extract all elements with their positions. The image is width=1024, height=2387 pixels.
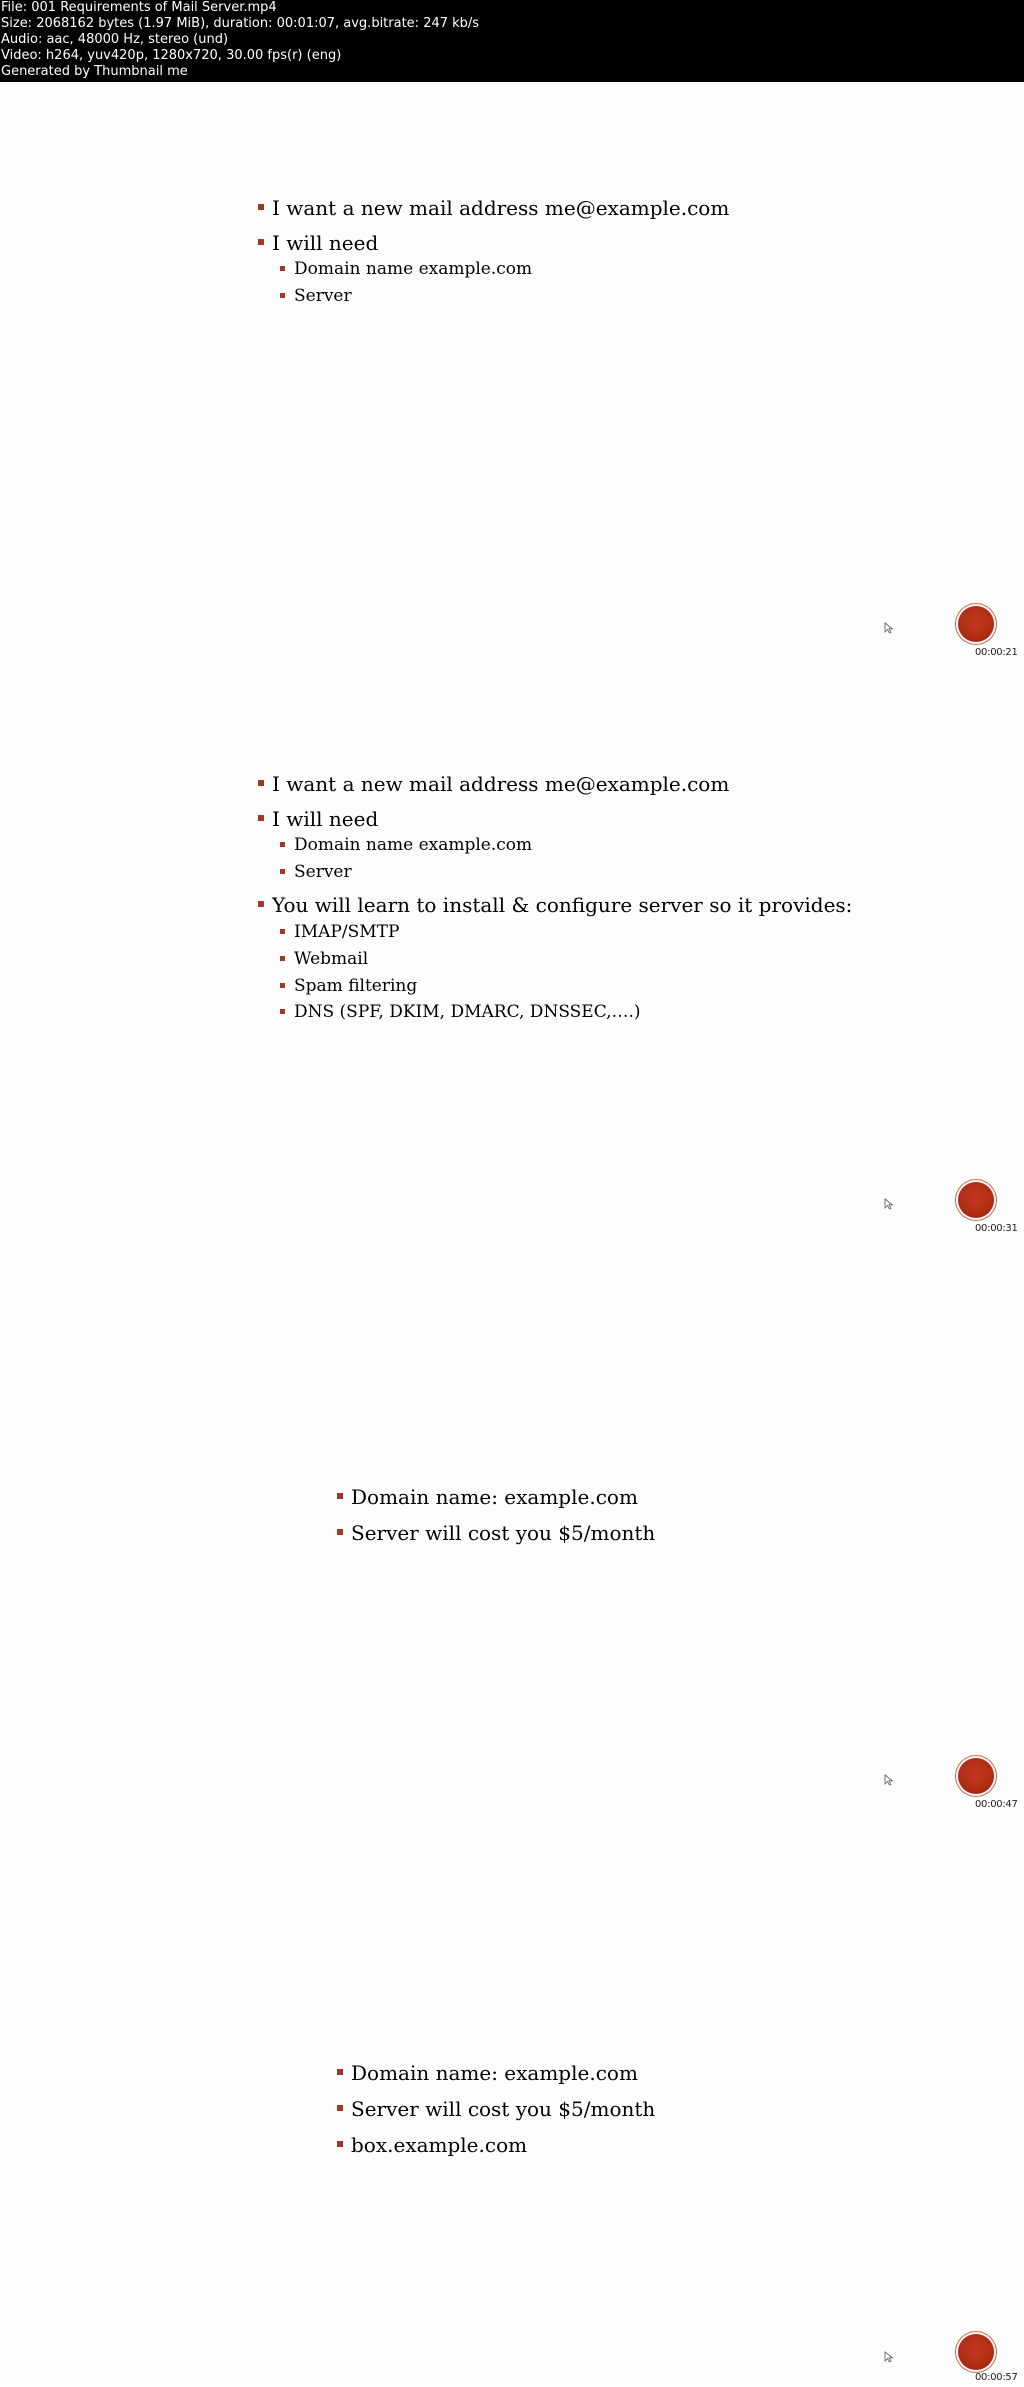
timestamp: 00:00:57 xyxy=(975,2372,1018,2383)
bullet-square-icon xyxy=(337,1529,343,1535)
thumbnail-frame-4: Domain name: example.com Server will cost you $5/month box.example.com 00:00:57 xyxy=(0,1810,1024,2386)
audio-info: Audio: aac, 48000 Hz, stereo (und) xyxy=(1,32,229,47)
mouse-cursor-icon xyxy=(884,1774,894,1786)
bullet-square-icon xyxy=(258,901,264,907)
bullet-square-icon xyxy=(337,1493,343,1499)
bullet-square-icon xyxy=(280,869,285,874)
bullet-square-icon xyxy=(258,780,264,786)
bullet-square-icon xyxy=(280,293,285,298)
timestamp: 00:00:21 xyxy=(975,647,1018,658)
bullet-square-icon xyxy=(280,842,285,847)
mouse-cursor-icon xyxy=(884,1198,894,1210)
timestamp: 00:00:31 xyxy=(975,1223,1018,1234)
bullet-square-icon xyxy=(280,983,285,988)
presenter-logo-icon xyxy=(958,1182,994,1218)
bullet-square-icon xyxy=(258,815,264,821)
presenter-logo-icon xyxy=(958,1758,994,1794)
thumbnail-frame-1: I want a new mail address me@example.com I will need Domain name example.com Server 00:00:21 xyxy=(0,82,1024,658)
mouse-cursor-icon xyxy=(884,622,894,634)
thumbnail-frame-3: Domain name: example.com Server will cost you $5/month 00:00:47 xyxy=(0,1234,1024,1810)
generator-info: Generated by Thumbnail me xyxy=(1,64,188,79)
presenter-logo-icon xyxy=(958,2334,994,2370)
presenter-logo-icon xyxy=(958,606,994,642)
size-info: Size: 2068162 bytes (1.97 MiB), duration: 00:01:07, avg.bitrate: 247 kb/s xyxy=(1,16,480,31)
bullet-square-icon xyxy=(280,1009,285,1014)
mouse-cursor-icon xyxy=(884,2351,894,2363)
bullet-square-icon xyxy=(337,2141,343,2147)
bullet-square-icon xyxy=(280,266,285,271)
bullet-square-icon xyxy=(258,239,264,245)
video-info: Video: h264, yuv420p, 1280x720, 30.00 fps(r) (eng) xyxy=(1,48,342,63)
bullet-square-icon xyxy=(337,2105,343,2111)
bullet-square-icon xyxy=(337,2069,343,2075)
video-info-header xyxy=(0,0,1024,82)
file-info: File: 001 Requirements of Mail Server.mp4 xyxy=(1,0,277,15)
bullet-square-icon xyxy=(258,204,264,210)
bullet-square-icon xyxy=(280,956,285,961)
thumbnail-frame-2: I want a new mail address me@example.com I will need Domain name example.com Server You will learn to install & configure server so it provides: IMAP/SMTP Webmail Spam filtering DNS (SPF, DKIM, DMARC, DNSSEC,….) 00:00:31 xyxy=(0,658,1024,1234)
timestamp: 00:00:47 xyxy=(975,1799,1018,1810)
bullet-square-icon xyxy=(280,929,285,934)
